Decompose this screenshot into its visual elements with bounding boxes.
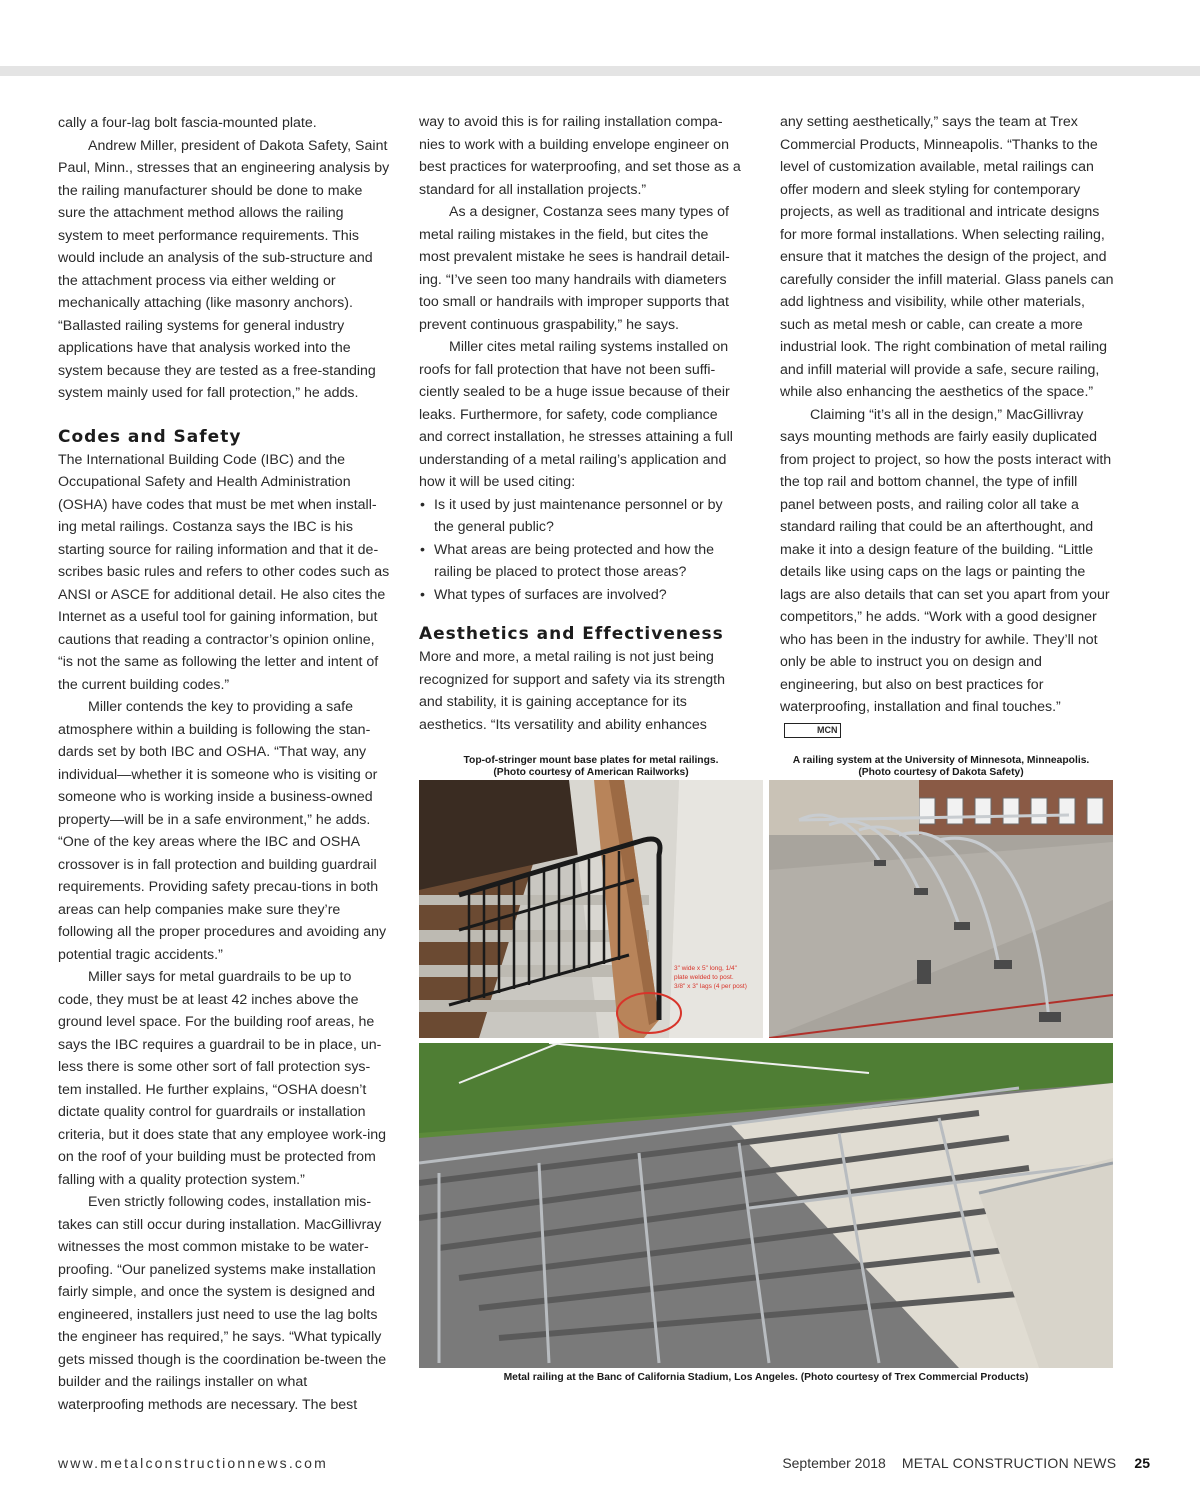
bullet-item: • What types of surfaces are involved?	[419, 584, 741, 607]
paragraph: Miller cites metal railing systems installed on roofs for fall protection that have not been suffi-ciently sealed to be a huge issue because of their leaks. Furthermore, for safety, code compliance and correct installation, he stresses attaining a full understanding of a metal railing’s application and how it will be used citing:	[419, 339, 733, 490]
paragraph: any setting aesthetically,” says the team at Trex Commercial Products, Minneapolis. “Thanks to the level of customization available, metal railings can offer modern and sleek styling for contemporary projects, as well as traditional and intricate designs for more formal installations. When selecting railing, ensure that it matches the design of the project, and carefully consider the infill material. Glass panels can add lightness and visibility, while other materials, such as metal mesh or cable, can create a more industrial look. The right combination of metal railing and infill material will provide a safe, secure railing, while also enhancing the aesthetics of the space.”	[780, 114, 1114, 400]
end-mark-logo: MCN	[784, 723, 841, 738]
caption-credit: (Photo courtesy of American Railworks)	[493, 767, 689, 778]
column-2	[419, 111, 741, 736]
caption-roof-photo	[770, 755, 1112, 779]
paragraph: Even strictly following codes, installation mis-takes can still occur during installation. MacGillivray witnesses the most common mistake to be water-proofing. “Our panelized systems make installation fairly simple, and once the system is designed and engineered, installers just need to use the lag bolts the engineer has required,” he says. “What typically gets missed though is the coordination be-tween the builder and the railings installer on what waterproofing methods are necessary. The best	[58, 1194, 387, 1413]
caption-stadium-photo: Metal railing at the Banc of California Stadium, Los Angeles. (Photo courtesy of Trex Commercial Products)	[503, 1372, 1029, 1383]
page-number: 25	[1134, 1455, 1150, 1471]
photo-roof-railing	[769, 780, 1113, 1038]
paragraph: As a designer, Costanza sees many types of metal railing mistakes in the field, but cites the most prevalent mistake he sees is handrail detail-ing. “I’ve seen too many handrails with diameters too small or handrails with improper supports that prevent continuous graspability,” he says.	[419, 204, 730, 333]
paragraph	[780, 404, 1114, 742]
section-heading-aesthetics: Aesthetics and Effectiveness	[419, 624, 724, 644]
paragraph: The International Building Code (IBC) and the Occupational Safety and Health Administration (OSHA) have codes that must be met when install-ing metal railings. Costanza says the IBC is his starting source for railing information and that it de-scribes basic rules and refers to other codes such as ANSI or ASCE for additional detail. He also cites the Internet as a useful tool for gaining information, but cautions that reading a contractor’s opinion online, “is not the same as following the letter and intent of the current building codes.”	[58, 451, 390, 693]
caption-stair-photo	[420, 755, 762, 779]
caption-credit: (Photo courtesy of Dakota Safety)	[858, 767, 1024, 778]
paragraph: way to avoid this is for railing installation compa-nies to work with a building envelope engineer on best practices for waterproofing, and set those as a standard for all installation projects.”	[419, 114, 741, 198]
stair-annotation-line: 3" wide x 5" long, 1/4"	[674, 965, 737, 972]
paragraph: Miller contends the key to providing a safe atmosphere within a building is following the stan-dards set by both IBC and OSHA. “That way, any individual—whether it is someone who is visiting or someone who is working inside a business-owned property—will be in a safe environment,” he adds. “One of the key areas where the IBC and OSHA crossover is in fall protection and building guardrail requirements. Providing safety precau-tions in both areas can help companies make sure they’re following all the proper procedures and avoiding any potential tragic accidents.”	[58, 699, 387, 963]
photo-stadium-railing	[419, 1043, 1113, 1368]
paragraph: Andrew Miller, president of Dakota Safety, Saint Paul, Minn., stresses that an engineering analysis by the railing manufacturer should be done to make sure the attachment method allows the railing system to meet performance requirements. This would include an analysis of the sub-structure and the attachment process via either welding or mechanically attaching (like masonry anchors). “Ballasted railing systems for general industry applications have that analysis worked into the system because they are tested as a free-standing system mainly used for fall protection,” he adds.	[58, 137, 390, 401]
top-rule	[0, 66, 1200, 76]
bullet-item: • What areas are being protected and how the railing be placed to protect those areas?	[419, 539, 741, 584]
bullet-list	[419, 494, 741, 607]
paragraph: More and more, a metal railing is not just being recognized for support and safety via its strength and stability, it is gaining acceptance for its aesthetics. “Its versatility and ability enhances	[419, 649, 725, 733]
footer-publication: METAL CONSTRUCTION NEWS	[901, 1455, 1117, 1471]
paragraph: Miller says for metal guardrails to be up to code, they must be at least 42 inches above the ground level space. For the building roof areas, he says the IBC requires a guardrail to be in place, un-less there is some other sort of fall protection sys-tem installed. He further explains, “OSHA doesn’t dictate quality control for guardrails or installation criteria, but it does state that any employee work-ing on the roof of your building must be protected from falling with a quality protection system.”	[58, 969, 387, 1188]
caption-line: Top-of-stringer mount base plates for metal railings.	[463, 755, 719, 766]
footer-folio	[782, 1455, 1150, 1471]
stair-annotation-line: 3/8" x 3" lags (4 per post)	[674, 983, 747, 990]
column-1	[58, 112, 390, 1416]
footer-website-url: www.metalconstructionnews.com	[58, 1455, 328, 1471]
bullet-item: • Is it used by just maintenance personnel or by the general public?	[419, 494, 741, 539]
footer-date: September 2018	[782, 1455, 886, 1471]
section-heading-codes-and-safety: Codes and Safety	[58, 426, 242, 447]
stair-annotation-line: plate welded to post.	[674, 974, 734, 981]
photo-stair-railing	[419, 780, 763, 1038]
paragraph: cally a four-lag bolt fascia-mounted plate.	[58, 115, 317, 131]
paragraph-text: Claiming “it’s all in the design,” MacGillivray says mounting methods are fairly easily duplicated from project to project, so how the posts interact with the top rail and bottom channel, the type of infill panel between posts, and railing color all take a standard railing that could be an afterthought, and make it into a design feature of the building. “Little details like using caps on the lags or painting the lags are also details that can set you apart from your competitors,” he adds. “Work with a good designer who has been in the industry for awhile. They’ll not only be able to instruct you on design and engineering, but also on best practices for waterproofing, installation and final touches.”	[780, 406, 1112, 715]
caption-line: A railing system at the University of Minnesota, Minneapolis.	[792, 755, 1090, 766]
column-3	[780, 111, 1114, 741]
